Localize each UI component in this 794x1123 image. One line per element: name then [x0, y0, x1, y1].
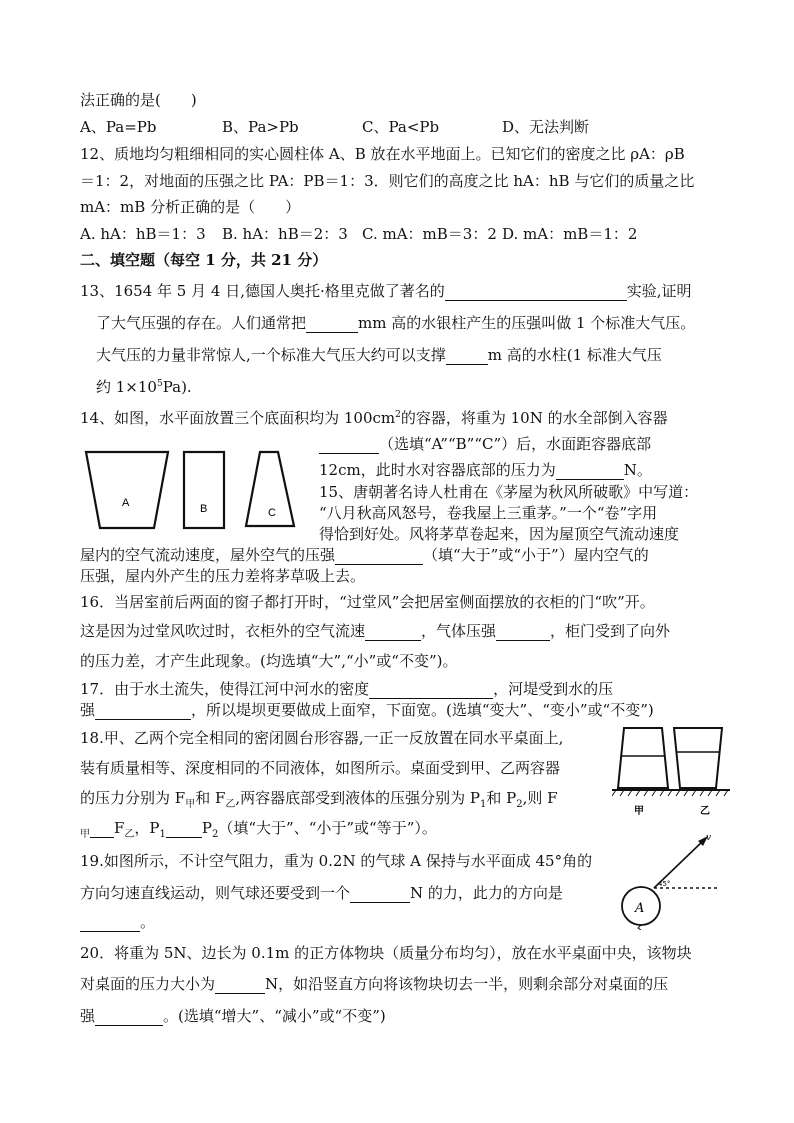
q20-line-2: 对桌面的压力大小为 N，如沿竖直方向将该物块切去一半，则剩余部分对桌面的压 — [80, 975, 669, 993]
q15-line-2: “八月秋高风怒号，卷我屋上三重茅。”一个“卷”字用 — [319, 504, 658, 522]
q12-line-1: 12、质地均匀粗细相同的实心圆柱体 A、B 放在水平地面上。已知它们的密度之比 ρA：ρB — [80, 145, 685, 163]
q20-line-1: 20．将重为 5N、边长为 0.1m 的正方体物块（质量分布均匀），放在水平桌面中央，该物块 — [80, 944, 692, 962]
q18-blank-1[interactable] — [90, 821, 114, 838]
q13-blank-3[interactable] — [446, 348, 488, 365]
q17-line-2: 强 ，所以堤坝更要做成上面窄，下面宽。(选填“变大”、“变小”或“不变”) — [80, 701, 654, 719]
q15-line-1: 15、唐朝著名诗人杜甫在《茅屋为秋风所破歌》中写道： — [319, 483, 699, 501]
q19-line-1: 19.如图所示，不计空气阻力，重为 0.2N 的气球 A 保持与水平面成 45°角的 — [80, 852, 593, 870]
angle-label: 45° — [658, 880, 671, 888]
balloon-label: A — [635, 901, 645, 916]
q15-line-3: 得恰到好处。风将茅草卷起来，因为屋顶空气流动速度 — [319, 525, 680, 543]
q11-option-b: B、Pa>Pb — [222, 118, 299, 136]
q16-blank-1[interactable] — [365, 624, 421, 641]
container-jia-shape — [618, 728, 668, 788]
q11-stem: 法正确的是( ) — [80, 91, 197, 109]
q17-line-1: 17．由于水土流失，使得江河中河水的密度 ，河堤受到水的压 — [80, 680, 614, 698]
q11-option-d: D、无法判断 — [502, 118, 590, 136]
q18-frustum-containers-figure — [612, 722, 734, 820]
q12-option-b: B. hA：hB＝2：3 — [222, 225, 348, 243]
q12-line-3: mA：mB 分析正确的是（ ） — [80, 198, 301, 216]
q16-line-1: 16．当居室前后两面的窗子都打开时，“过堂风”会把居室侧面摆放的衣柜的门“吹”开。 — [80, 593, 655, 611]
container-a-shape — [86, 452, 168, 528]
q20-blank-2[interactable] — [95, 1009, 163, 1026]
q17-blank-2[interactable] — [95, 703, 191, 720]
container-a-label: A — [122, 497, 130, 509]
section-heading-fill-in: 二、填空题（每空 1 分，共 21 分） — [80, 251, 328, 269]
q18-blank-2[interactable] — [166, 821, 202, 838]
q12-option-d: D. mA：mB＝1：2 — [502, 225, 638, 243]
q13-line-4: 约 $1\times 10^5Pa$). — [96, 378, 192, 396]
q13-line-3: 大气压的力量非常惊人,一个标准大气压大约可以支撑 m 高的水柱(1 标准大气压 — [96, 346, 662, 364]
q19-blank-2[interactable] — [80, 915, 140, 932]
q16-blank-2[interactable] — [496, 624, 550, 641]
q19-line-2: 方向匀速直线运动，则气球还要受到一个 N 的力，此力的方向是 — [80, 884, 563, 902]
q13-line-2: 了大气压强的存在。人们通常把 mm 高的水银柱产生的压强叫做 1 个标准大气压。 — [96, 314, 696, 332]
q19-blank-1[interactable] — [350, 886, 410, 903]
q13-blank-2[interactable] — [306, 316, 358, 333]
q18-line-2: 装有质量相等、深度相同的不同液体，如图所示。桌面受到甲、乙两容器 — [80, 759, 561, 777]
q16-line-2: 这是因为过堂风吹过时，衣柜外的空气流速 ，气体压强 ，柜门受到了向外 — [80, 622, 671, 640]
q19-line-3: 。 — [80, 912, 155, 932]
q14-blank-1[interactable] — [319, 437, 379, 454]
q18-line-1: 18.甲、乙两个完全相同的密闭圆台形容器,一正一反放置在同水平桌面上, — [80, 729, 564, 747]
q12-line-2: ＝1：2，对地面的压强之比 PA：PB＝1：3．则它们的高度之比 hA：hB 与它们的质量之比 — [80, 172, 695, 190]
container-jia-label: 甲 — [634, 806, 644, 817]
q20-line-3: 强 。(选填“增大”、“减小”或“不变”) — [80, 1007, 386, 1025]
container-b-label: B — [200, 503, 208, 515]
q14-line-3: 12cm，此时水对容器底部的压力为 N。 — [319, 461, 652, 479]
q13-line-1: 13、1654 年 5 月 4 日,德国人奥托·格里克做了著名的 实验,证明 — [80, 282, 692, 300]
q11-option-a: A、Pa=Pb — [80, 118, 157, 136]
q18-line-3: 的压力分别为 $F_甲$和 $F_乙$,两容器底部受到液体的压强分别为 $P_1$和 $P_2$,则 F — [80, 789, 558, 810]
q12-option-a: A. hA：hB＝1：3 — [80, 225, 206, 243]
q17-blank-1[interactable] — [369, 682, 493, 699]
q16-line-3: 的压力差，才产生此现象。(均选填“大”,“小”或“不变”)。 — [80, 652, 458, 670]
q14-blank-2[interactable] — [556, 463, 624, 480]
q11-option-c: C、Pa<Pb — [362, 118, 440, 136]
q15-line-5: 压强，屋内外产生的压力差将茅草吸上去。 — [80, 567, 366, 585]
q18-line-4: $_甲$ $F_乙$，$P_1$ $P_2$（填“大于”、“小于”或“等于”）。 — [80, 819, 437, 840]
container-yi-label: 乙 — [700, 806, 710, 817]
q14-line-1: 14、如图，水平面放置三个底面积均为 $100cm^2$的容器，将重为 10N 的水全部倒入容器 — [80, 409, 668, 427]
q20-blank-1[interactable] — [215, 977, 265, 994]
q14-line-2: （选填“A”“B”“C”）后，水面距容器底部 — [319, 434, 651, 454]
container-yi-shape — [674, 728, 722, 788]
container-b-shape — [184, 452, 224, 528]
q14-containers-figure — [82, 448, 304, 534]
q15-blank-1[interactable] — [335, 548, 423, 565]
q13-blank-1[interactable] — [445, 284, 627, 301]
velocity-label: v — [706, 833, 712, 843]
container-c-label: C — [268, 507, 276, 519]
q15-line-4: 屋内的空气流动速度，屋外空气的压强 （填“大于”或“小于”）屋内空气的 — [80, 546, 649, 564]
q12-option-c: C. mA：mB＝3：2 — [362, 225, 497, 243]
q19-balloon-figure — [620, 830, 720, 930]
